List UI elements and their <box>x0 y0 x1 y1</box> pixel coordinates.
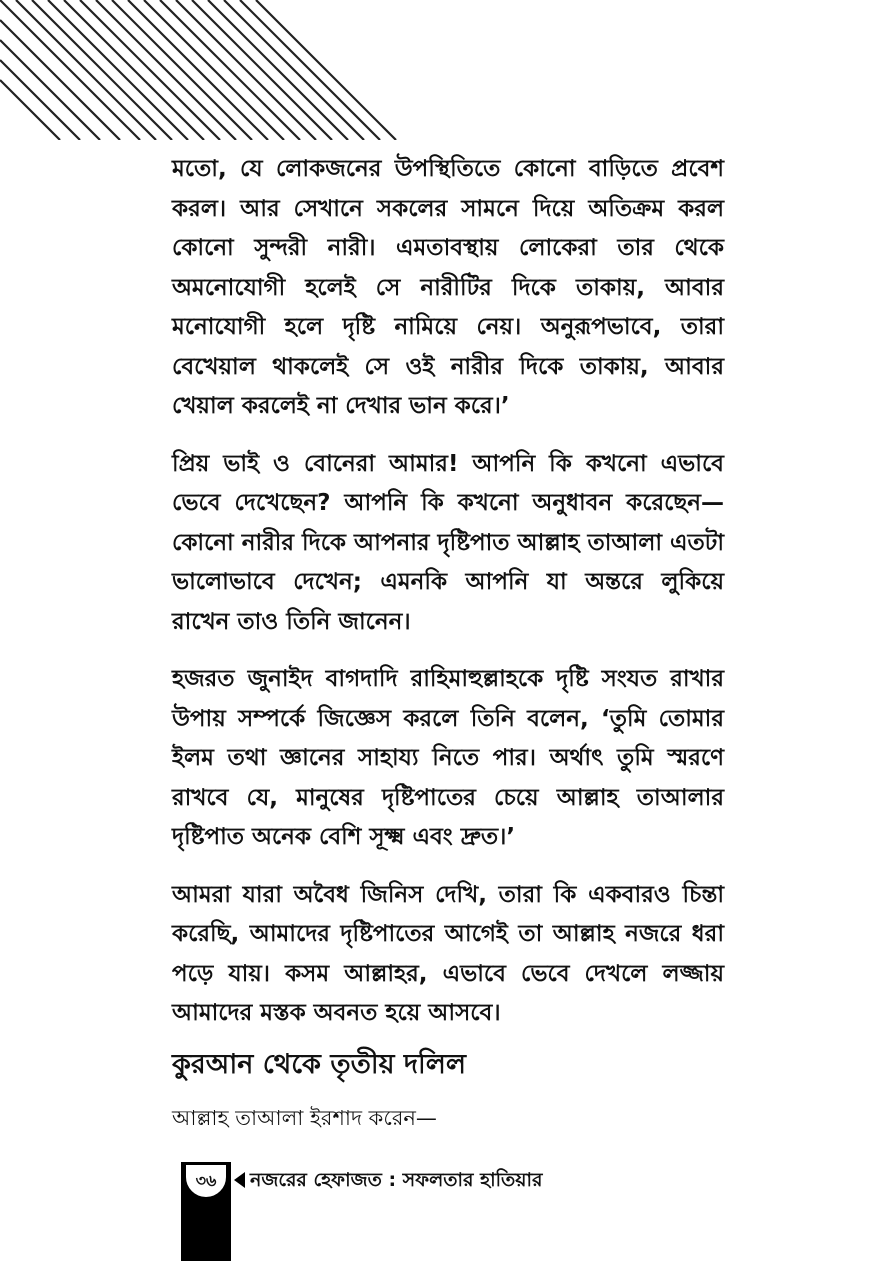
paragraph-4: আমরা যারা অবৈধ জিনিস দেখি, তারা কি একবারও চিন্তা করেছি, আমাদের দৃষ্টিপাতের আগেই তা আল্লাহ নজরে ধরা পড়ে যায়। কসম আল্লাহর, এভাবে ভেবে দেখলে লজ্জায় আমাদের মস্তক অবনত হয়ে আসবে। <box>172 881 724 1026</box>
paragraph-3: হজরত জুনাইদ বাগদাদি রাহিমাহুল্লাহকে দৃষ্টি সংযত রাখার উপায় সম্পর্কে জিজ্ঞেস করলে তিনি বলেন, ‘তুমি তোমার ইলম তথা জ্ঞানের সাহায্য নিতে পার। অর্থাৎ তুমি স্মরণে রাখবে যে, মানুষের দৃষ্টিপাতের চেয়ে আল্লাহ তাআলার দৃষ্টিপাত অনেক বেশি সূক্ষ্ম এবং দ্রুত।’ <box>172 666 724 850</box>
left-arrow-icon <box>234 1172 245 1188</box>
paragraph-2: প্রিয় ভাই ও বোনেরা আমার! আপনি কি কখনো এভাবে ভেবে দেখেছেন? আপনি কি কখনো অনুধাবন করেছেন— কোনো নারীর দিকে আপনার দৃষ্টিপাত আল্লাহ তাআলা এতটা ভালোভাবে দেখেন; এমনকি আপনি যা অন্তরে লুকিয়ে রাখেন তাও তিনি জানেন। <box>172 450 725 635</box>
diagonal-stripes-decoration <box>0 0 400 140</box>
running-footer-title: নজরের হেফাজত : সফলতার হাতিয়ার <box>250 1169 543 1191</box>
body-text <box>172 150 724 1052</box>
page-number: ৩৬ <box>183 1162 229 1200</box>
section-heading: কুরআন থেকে তৃতীয় দলিল <box>172 1049 467 1080</box>
paragraph-1: মতো, যে লোকজনের উপস্থিতিতে কোনো বাড়িতে প্রবেশ করল। আর সেখানে সকলের সামনে দিয়ে অতিক্রম করল কোনো সুন্দরী নারী। এমতাবস্থায় লোকেরা তার থেকে অমনোযোগী হলেই সে নারীটির দিকে তাকায়, আবার মনোযোগী হলে দৃষ্টি নামিয়ে নেয়। অনুরূপভাবে, তারা বেখেয়াল থাকলেই সে ওই নারীর দিকে তাকায়, আবার খেয়াল করলেই না দেখার ভান করে।’ <box>172 156 724 419</box>
verse-intro: আল্লাহ তাআলা ইরশাদ করেন— <box>172 1106 437 1130</box>
